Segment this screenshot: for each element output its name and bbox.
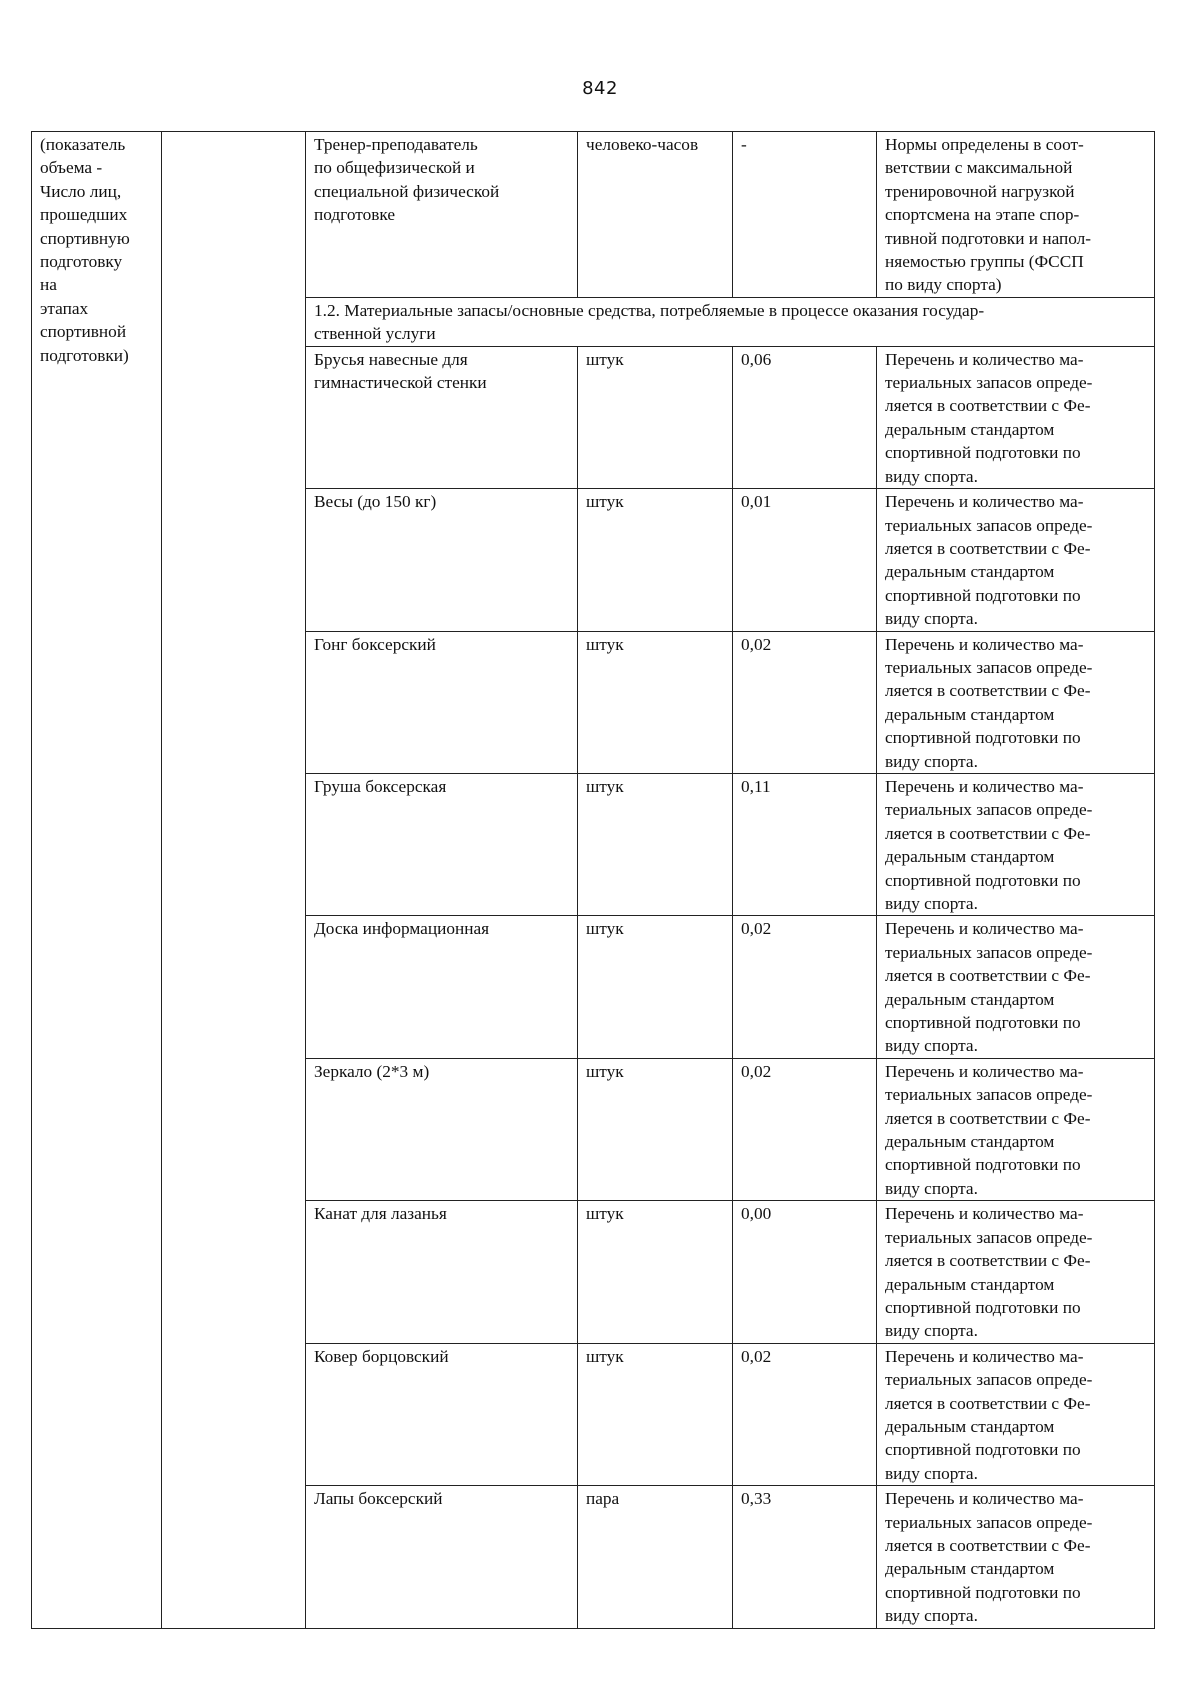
- item-value-cell: 0,02: [733, 1343, 877, 1485]
- item-note-cell: Перечень и количество ма- териальных запасов опреде- ляется в соответствии с Фе- деральным стандартом спортивной подготовки по виду спорта.: [877, 1201, 1155, 1343]
- item-unit-cell: штук: [578, 916, 733, 1058]
- item-note-cell: Перечень и количество ма- териальных запасов опреде- ляется в соответствии с Фе- деральным стандартом спортивной подготовки по виду спорта.: [877, 1058, 1155, 1200]
- item-name-cell: Доска информационная: [306, 916, 578, 1058]
- page-number: 842: [582, 78, 618, 99]
- staff-unit-cell: человеко-часов: [578, 132, 733, 298]
- norms-table: [31, 131, 1155, 1629]
- item-name-cell: Брусья навесные для гимнастической стенки: [306, 346, 578, 488]
- item-unit-cell: штук: [578, 631, 733, 773]
- item-note-cell: Перечень и количество ма- териальных запасов опреде- ляется в соответствии с Фе- деральным стандартом спортивной подготовки по виду спорта.: [877, 916, 1155, 1058]
- staff-note-cell: Нормы определены в соот- ветствии с максимальной тренировочной нагрузкой спортсмена на этапе спор- тивной подготовки и напол- няемостью группы (ФССП по виду спорта): [877, 132, 1155, 298]
- item-name-cell: Весы (до 150 кг): [306, 489, 578, 631]
- item-note-cell: Перечень и количество ма- териальных запасов опреде- ляется в соответствии с Фе- деральным стандартом спортивной подготовки по виду спорта.: [877, 1486, 1155, 1628]
- item-note-cell: Перечень и количество ма- териальных запасов опреде- ляется в соответствии с Фе- деральным стандартом спортивной подготовки по виду спорта.: [877, 346, 1155, 488]
- item-note-cell: Перечень и количество ма- териальных запасов опреде- ляется в соответствии с Фе- деральным стандартом спортивной подготовки по виду спорта.: [877, 631, 1155, 773]
- item-unit-cell: штук: [578, 773, 733, 915]
- staff-value-cell: -: [733, 132, 877, 298]
- indicator-cell: (показатель объема - Число лиц, прошедших спортивную подготовку на этапах спортивной подготовки): [32, 132, 162, 1629]
- item-name-cell: Ковер борцовский: [306, 1343, 578, 1485]
- item-note-cell: Перечень и количество ма- териальных запасов опреде- ляется в соответствии с Фе- деральным стандартом спортивной подготовки по виду спорта.: [877, 489, 1155, 631]
- item-value-cell: 0,02: [733, 1058, 877, 1200]
- staff-row: [32, 132, 1155, 298]
- item-unit-cell: пара: [578, 1486, 733, 1628]
- item-unit-cell: штук: [578, 1343, 733, 1485]
- item-value-cell: 0,11: [733, 773, 877, 915]
- item-note-cell: Перечень и количество ма- териальных запасов опреде- ляется в соответствии с Фе- деральным стандартом спортивной подготовки по виду спорта.: [877, 773, 1155, 915]
- item-value-cell: 0,06: [733, 346, 877, 488]
- item-unit-cell: штук: [578, 1058, 733, 1200]
- item-unit-cell: штук: [578, 489, 733, 631]
- item-name-cell: Зеркало (2*3 м): [306, 1058, 578, 1200]
- section-title-cell: 1.2. Материальные запасы/основные средства, потребляемые в процессе оказания государ- ственной услуги: [306, 297, 1155, 346]
- item-value-cell: 0,01: [733, 489, 877, 631]
- item-name-cell: Канат для лазанья: [306, 1201, 578, 1343]
- item-value-cell: 0,02: [733, 631, 877, 773]
- item-value-cell: 0,33: [733, 1486, 877, 1628]
- item-unit-cell: штук: [578, 346, 733, 488]
- item-name-cell: Лапы боксерский: [306, 1486, 578, 1628]
- empty-cell: [162, 132, 306, 1629]
- item-unit-cell: штук: [578, 1201, 733, 1343]
- item-name-cell: Груша боксерская: [306, 773, 578, 915]
- item-value-cell: 0,02: [733, 916, 877, 1058]
- item-value-cell: 0,00: [733, 1201, 877, 1343]
- staff-name-cell: Тренер-преподаватель по общефизической и специальной физической подготовке: [306, 132, 578, 298]
- item-name-cell: Гонг боксерский: [306, 631, 578, 773]
- item-note-cell: Перечень и количество ма- териальных запасов опреде- ляется в соответствии с Фе- деральным стандартом спортивной подготовки по виду спорта.: [877, 1343, 1155, 1485]
